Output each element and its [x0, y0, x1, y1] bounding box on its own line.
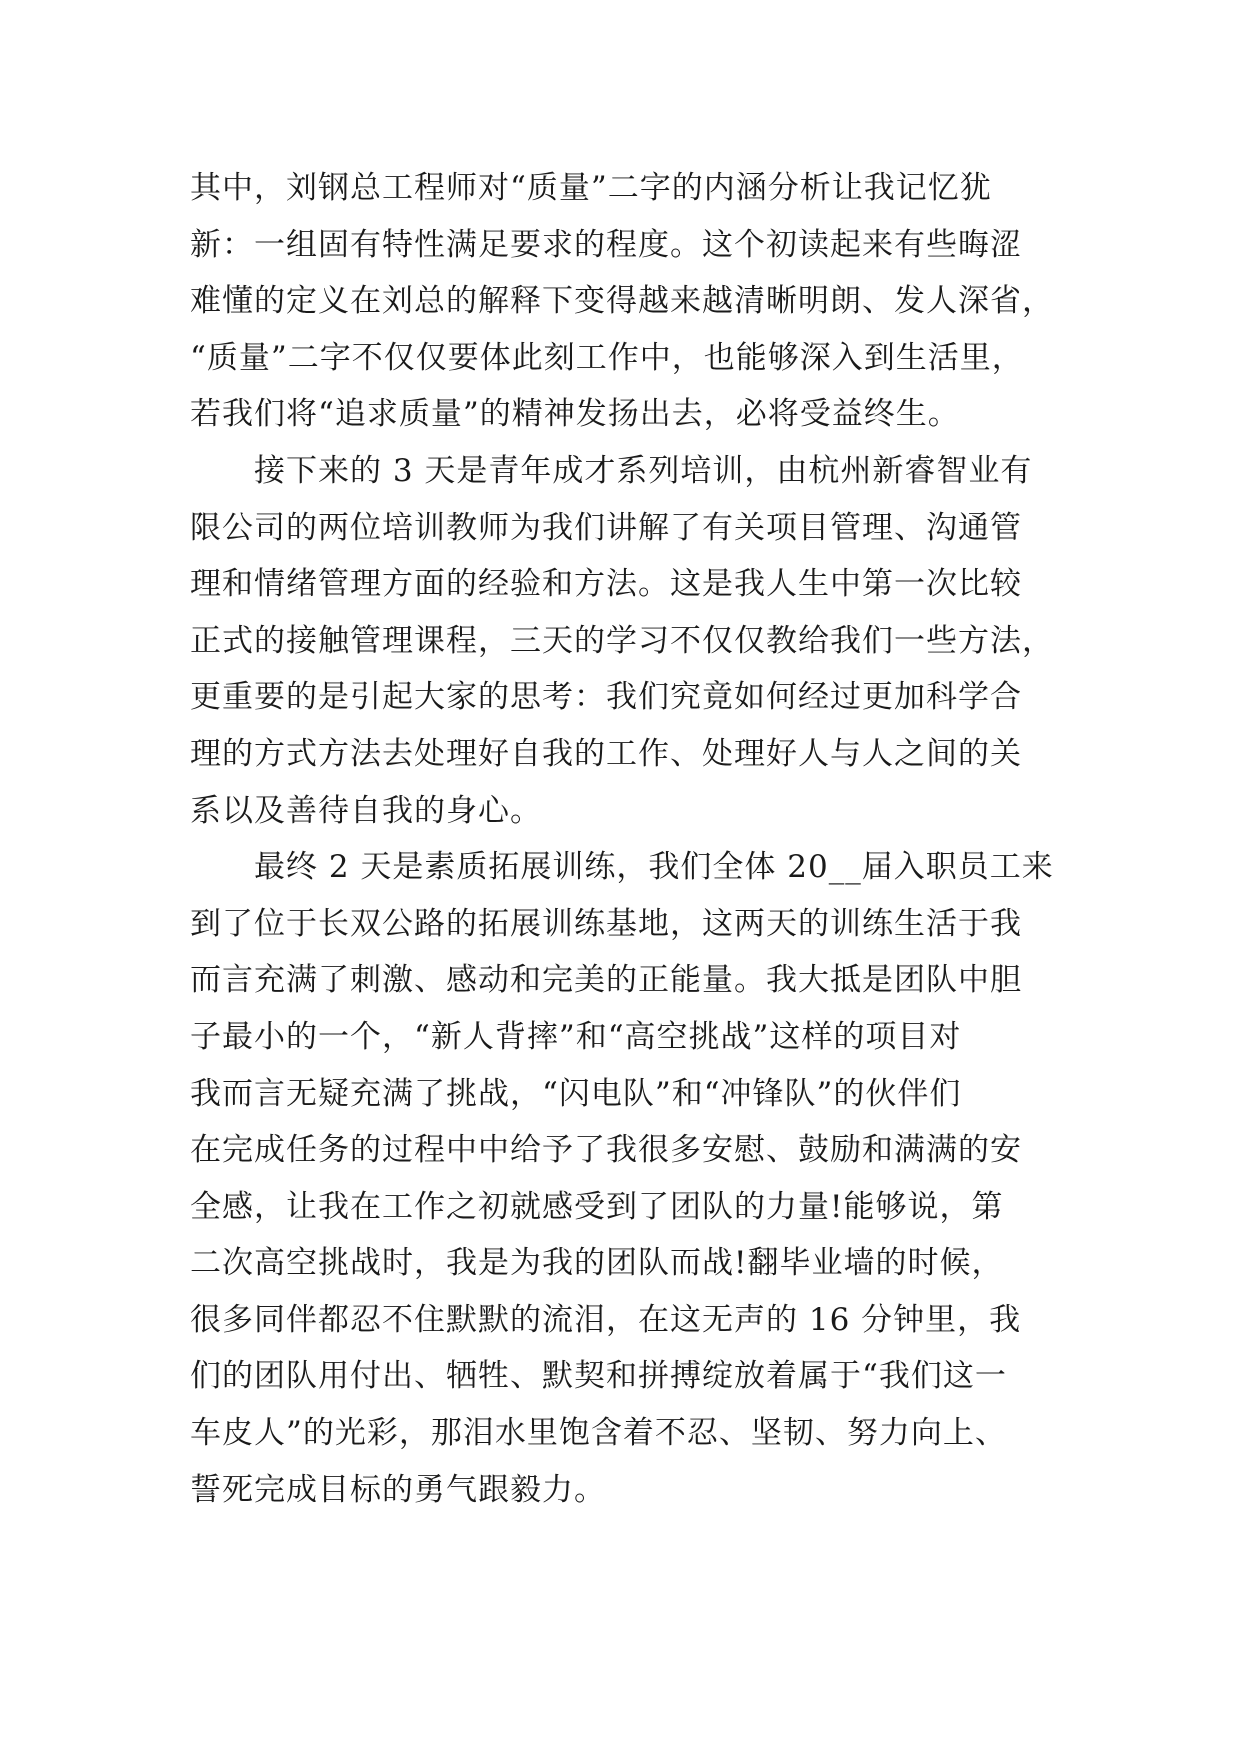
text-line: 若我们将“追求质量”的精神发扬出去，必将受益终生。 — [190, 396, 960, 433]
text-line: 而言充满了刺激、感动和完美的正能量。我大抵是团队中胆 — [190, 962, 1022, 999]
text-line: 二次高空挑战时，我是为我的团队而战!翻毕业墙的时候， — [190, 1245, 1004, 1282]
text-line: 新：一组固有特性满足要求的程度。这个初读起来有些晦涩 — [190, 226, 1022, 263]
text-line: 限公司的两位培训教师为我们讲解了有关项目管理、沟通管 — [190, 509, 1022, 546]
text-line: 很多同伴都忍不住默默的流泪，在这无声的 16 分钟里，我 — [190, 1301, 1022, 1338]
text-line: 车皮人”的光彩，那泪水里饱含着不忍、坚韧、努力向上、 — [190, 1415, 1007, 1452]
body-text — [190, 160, 1090, 1518]
text-line: 我而言无疑充满了挑战，“闪电队”和“冲锋队”的伙伴们 — [190, 1075, 962, 1112]
text-line: 正式的接触管理课程，三天的学习不仅仅教给我们一些方法， — [190, 622, 1054, 659]
text-line: 理的方式方法去处理好自我的工作、处理好人与人之间的关 — [190, 735, 1022, 772]
text-line: 子最小的一个，“新人背摔”和“高空挑战”这样的项目对 — [190, 1018, 962, 1055]
text-line: 难懂的定义在刘总的解释下变得越来越清晰明朗、发人深省， — [190, 283, 1054, 320]
text-line: 全感，让我在工作之初就感受到了团队的力量!能够说，第 — [190, 1188, 1004, 1225]
text-line: “质量”二字不仅仅要体此刻工作中，也能够深入到生活里， — [190, 339, 1024, 376]
text-line: 誓死完成目标的勇气跟毅力。 — [190, 1471, 606, 1508]
text-line: 到了位于长双公路的拓展训练基地，这两天的训练生活于我 — [190, 905, 1022, 942]
text-line: 更重要的是引起大家的思考：我们究竟如何经过更加科学合 — [190, 679, 1022, 716]
text-line: 其中，刘钢总工程师对“质量”二字的内涵分析让我记忆犹 — [190, 170, 992, 206]
text-line: 们的团队用付出、牺牲、默契和拼搏绽放着属于“我们这一 — [190, 1358, 1007, 1395]
text-line: 在完成任务的过程中中给予了我很多安慰、鼓励和满满的安 — [190, 1132, 1022, 1169]
text-line: 理和情绪管理方面的经验和方法。这是我人生中第一次比较 — [190, 566, 1022, 603]
text-line: 接下来的 3 天是青年成才系列培训，由杭州新睿智业有 — [190, 452, 1033, 489]
text-line: 最终 2 天是素质拓展训练，我们全体 20__届入职员工来 — [190, 849, 1054, 886]
text-line: 系以及善待自我的身心。 — [190, 792, 542, 829]
